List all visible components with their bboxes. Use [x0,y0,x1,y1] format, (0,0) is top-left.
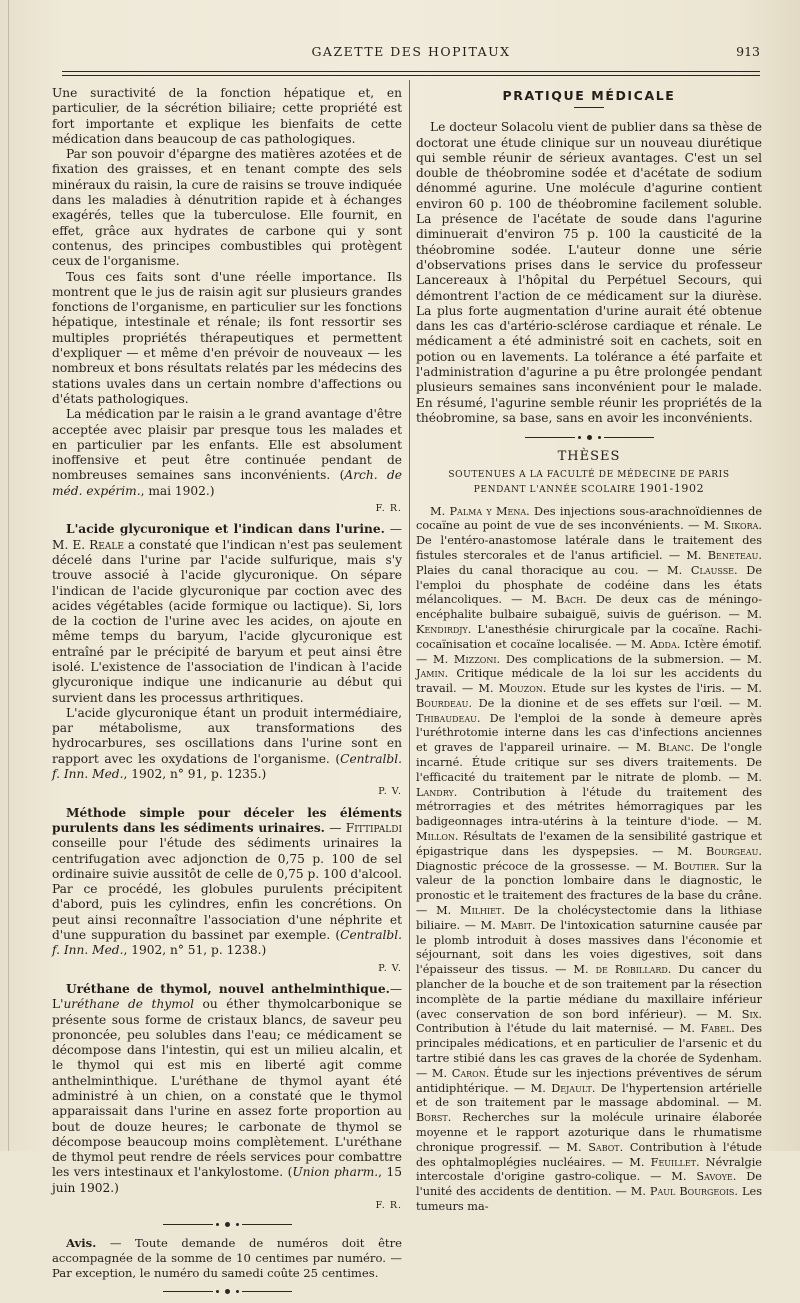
thesis-title: . Contribution à l'étude du lait maternisé. — [416,1007,762,1036]
thesis-title: . Étude sur les injections préventives de sérum antidiphtérique. — [416,1066,762,1095]
ornament-line [242,1224,292,1225]
theses-subtitle-line: SOUTENUES A LA FACULTÉ DE MÉDECINE DE PARIS [448,469,730,480]
thesis-prefix: M. [667,563,691,577]
article-dash: — [324,820,346,835]
thesis-author: Jamin [416,667,445,681]
article-title: Uréthane de thymol, nouvel anthelminthique. [66,981,390,996]
thesis-prefix: M. [746,652,763,666]
thesis-title: . De deux cas de méningo-encéphalite bulbaire subaiguë, suivis de guérison. — [416,593,763,622]
article-title: L'acide glycuronique et l'indican dans l'urine. [66,522,385,537]
thesis-author: Paul Bourgeois [649,1185,735,1199]
thesis-title: . Recherches sur la molécule urinaire élaborée moyenne et le rapport azoturique dans le rhumatisme chronique progressif. — [416,1111,762,1154]
thesis-title: . Contribution à l'étude des ophtalmoplégies nucléaires. — [416,1140,762,1169]
notice-text: — Toute demande de numéros doit être accompagnée de la somme de 10 centimes par numéro. — Par exception, le numéro du samedi coûte 25 centimes. [52,1236,402,1280]
thesis-author: Bourgeau [706,844,759,858]
thesis-prefix: M. [433,652,454,666]
paragraph: Le docteur Solacolu vient de publier dans sa thèse de doctorat une étude clinique sur un nouveau diurétique qui semble réunir de sérieux avantages. C'est un sel double de théobromine sodée et d'acétate de sodium dénommé agurine. Une molécule d'agurine contient environ 60 p. 100 de théobromine facilement soluble. La présence de l'acétate de soude dans l'agurine diminuerait d'environ 75 p. 100 la causticité de la théobromine sodée. L'auteur donne une série d'observations prises dans le service du professeur Lancereaux à l'hôpital du Perpétuel Secours, qui démontrent l'action de ce médicament sur la diurèse. La plus forte augmentation d'urine aurait été obtenue dans les cas d'artério-sclérose cardiaque et rénale. Le médicament a été administré soit en cachets, soit en potion ou en lavements. La tolérance a été parfaite et l'administration d'agurine a pu être prolongée pendant plusieurs semaines sans inconvénient pour le malade. En résumé, l'agurine semble réunir les propriétés de la théobromine, sa base, sans en avoir les inconvénients. [416,120,762,425]
ornament-dot [216,1290,219,1293]
thesis-title: . Des complications de la submersion. — [496,652,747,666]
thesis-author: Feuillet [650,1155,696,1169]
ornament-line [163,1224,213,1225]
paragraph-text: conseille pour l'étude des sédiments urinaires la centrifugation avec adjonction de 0,75 p. 100 de sel ordinaire suivie aussitôt de celle de 0,75 p. 100 d'alcool. Par ce procédé, les globules purulents précipitent d'abord, puis les cylindres, enfin les concrétions. On peut ainsi reconnaître l'association d'une néphrite et d'une suppuration du bassinet par exemple. ( [52,836,402,943]
thesis-title: . De la dionine et de ses effets sur l'œil. — [468,696,747,710]
article-dash: —L' [52,981,402,1012]
thesis-author: Landry [416,785,454,799]
thesis-author: Caron [451,1066,486,1080]
ornament-dot [587,435,592,440]
thesis-title: . Diagnostic précoce de la grossesse. — [416,844,762,873]
thesis-title: . De la cholécystectomie dans la lithiase biliaire. — [416,904,763,932]
thesis-author: Kendirdjy [416,622,468,636]
thesis-prefix: M. [635,741,658,755]
thesis-author: Sikora [723,519,759,533]
thesis-title: . De l'unité des accidents de dentition. — [416,1170,762,1199]
thesis-title: . Des injections sous-arachnoïdiennes de cocaïne au point de vue de ses inconvénients. — [416,504,763,533]
source-citation: Centralbl. f. Inn. Med. [52,751,402,782]
ornament-dot [216,1223,219,1226]
thesis-author: Thibaudeau [416,711,477,725]
thesis-author: Sabot [588,1140,620,1154]
thesis-author: Blanc [657,741,691,755]
paragraph [52,706,402,782]
ornament-dot [225,1222,230,1227]
thesis-author: Borst [416,1111,448,1125]
column-divider [409,80,410,1120]
thesis-title: . De l'emploi du phosphate de codéine dans les états mélancoliques. — [416,563,763,607]
thesis-author: Millon [416,830,455,844]
right-column [416,86,762,1215]
notice-label: Avis. [66,1236,97,1251]
thesis-author: Bach [555,593,584,607]
citation-date: , 1902, n° 51, p. 1238.) [123,943,267,958]
thesis-title: . De l'hypertension artérielle et de son traitement par le massage abdominal. — [416,1081,763,1110]
thesis-author: Bourdeau [416,696,469,710]
article-paragraph [52,522,402,706]
theses-subtitle-text: PENDANT L'ANNÉE SCOLAIRE [473,484,636,495]
page-header [62,44,760,66]
notice-paragraph [52,1236,402,1280]
paragraph: Tous ces faits sont d'une réelle importance. Ils montrent que le jus de raisin agit sur plusieurs grandes fonctions de l'organisme, en particulier sur les fonctions hépatique, intestinale et rénale; ils font ressortir ses multiples propriétés thérapeutiques et permettent d'expliquer — et même d'en prévoir de nouveaux — les nombreux et bons résultats relatés par les médecins des stations uvales dans un certain nombre d'affections ou d'états pathologiques. [52,269,402,406]
thesis-prefix: M. [677,844,707,858]
thesis-prefix: M. [703,519,724,533]
paragraph [52,407,402,499]
source-citation: Centralbl. f. Inn. Med. [52,928,402,958]
thesis-author: Six [741,1007,759,1021]
thesis-author: Fabel [700,1022,732,1036]
thesis-author: Mouzon [498,682,543,696]
source-citation: Union pharm. [292,1165,379,1180]
thesis-author: de Robillard [595,963,668,977]
paragraph: Une suractivité de la fonction hépatique et, en particulier, de la sécrétion biliaire; cette propriété est fort importante et explique les bienfaits de cette médication dans beaucoup de cas pathologiques. [52,86,402,146]
thesis-author: Clausse [690,563,735,577]
thesis-author: Palma y Mena [449,504,527,518]
article-paragraph [52,982,402,1196]
thesis-title: . Névralgie intercostale d'origine gastro-colique. — [416,1155,762,1184]
page-binding-edge [8,0,9,1151]
theses-year: 1901-1902 [639,481,705,495]
citation-date: , mai 1902.) [140,483,215,498]
source-citation: Arch. de méd. expérim. [52,468,402,498]
author-initials: F. R. [375,503,402,515]
thesis-title: . De l'ongle incarné. Étude critique sur ses divers traitements. De l'efficacité du traitement par le nitrate de plomb. — [416,741,763,784]
paragraph: Par son pouvoir d'épargne des matières azotées et de fixation des graisses, et en tenant compte des sels minéraux du raisin, la cure de raisins se trouve indiquée dans les maladies à dénutrition rapide et à échanges exagérés, telles que la tuberculose. Elle fournit, en effet, grâce aux hydrates de carbone qui y sont contenus, des principes combustibles qui protègent ceux de l'organisme. [52,147,402,269]
theses-list [416,505,762,1215]
thesis-prefix: M. [478,682,499,696]
left-column [52,86,402,1303]
paragraph-text: a constaté que l'indican n'est pas seulement décelé dans l'urine par l'acide sulfurique, mais s'y trouve associé à l'acide glycuronique. On sépare l'indican de l'acide glycuronique par coction avec des acides végétables (acide formique ou lactique). Si, lors de la coction de l'urine avec les acides, on ajoute en même temps du baryum, l'acide glycuronique est entraîné par le précipité de baryum et peut ainsi être isolé. L'existence de l'association de l'indican à l'acide glycuronique indique une indicanurie au début qui survient dans les processus arthritiques. [52,537,402,705]
thesis-prefix: M. [671,1170,697,1184]
thesis-author: Boutier [673,859,716,873]
thesis-prefix: M. [686,548,708,562]
paragraph-text: ou éther thymolcarbonique se présente sous forme de cristaux blancs, de saveur peu prononcée, peu solubles dans l'eau; ce médicament se décompose dans l'intestin, qui est un milieu alcalin, et le thymol qui est mis en liberté agit comme anthelminthique. L'uréthane de thymol ayant été administré à un chien, on a constaté que le thymol apparaissait dans l'urine en assez forte proportion au bout de douze heures; le carbonate de thymol se décompose beaucoup moins complètement. L'uréthane de thymol peut rendre de réels services pour combattre les vers intestinaux et l'ankylostome. ( [52,997,402,1180]
theses-subtitle-line [416,482,762,497]
thesis-author: Savoye [696,1170,733,1184]
citation-date: , 15 juin 1902.) [52,1165,402,1195]
italic-term: uréthane de thymol [63,997,194,1012]
thesis-prefix: M. [566,1140,589,1154]
thesis-title: . L'anesthésie chirurgicale par la cocaïne. Rachi-cocaïnisation et cocaïne localisée. — [416,622,762,651]
ornament-dot [236,1290,239,1293]
section-rule [574,107,604,108]
paragraph-text: L'acide glycuronique étant un produit intermédiaire, par métabolisme, aux transformations des hydrocarbures, ses oscillations dans l'urine sont en rapport avec les oxydations de l'organisme. ( [52,705,402,766]
paragraph-text: La médication par le raisin a le grand avantage d'être acceptée avec plaisir par presque tous les malades et en particulier par les enfants. Elle est absolument inoffensive et peut être continuée pendant de nombreuses semaines sans inconvénients. ( [52,407,402,483]
section-title: PRATIQUE MÉDICALE [502,88,676,103]
thesis-prefix: M. [431,1066,452,1080]
thesis-prefix: M. [717,1007,742,1021]
thesis-author: Beneteau [707,548,759,562]
thesis-prefix: M. [746,608,762,622]
thesis-prefix: M. [573,963,596,977]
article-title: Méthode simple pour déceler les éléments purulents dans les sédiments urinaires. [52,805,402,835]
header-rule-thin [62,75,760,76]
thesis-title: . De l'intoxication saturnine causée par le plomb introduit à doses massives dans l'économie et séjournant, soit dans les voies digestives, soit dans l'épaisseur des tissus. — [416,918,763,977]
thesis-prefix: M. [430,504,450,518]
thesis-prefix: M. [630,637,650,651]
header-rule [62,71,760,72]
thesis-prefix: M. [652,859,674,873]
thesis-title: . Etude sur les kystes de l'iris. — [542,682,747,696]
ornament-dot [236,1223,239,1226]
page-number: 913 [736,44,760,59]
thesis-author: Dejault [551,1081,592,1095]
citation-date: , 1902, n° 91, p. 1235.) [123,767,267,782]
thesis-title: . Du cancer du plancher de la bouche et de son traitement par la résection incomplète de la partie médiane du maxillaire inférieur (avec conservation de son bord inférieur). — [416,963,763,1021]
ornament-line [242,1291,292,1292]
thesis-prefix: M. [746,696,762,710]
thesis-prefix: M. [530,1081,552,1095]
thesis-prefix: M. [746,1096,762,1110]
thesis-prefix: M. [480,918,501,932]
ornament-line [604,437,654,438]
author-name: Fittipaldi [345,820,403,835]
thesis-prefix: M. [746,815,762,829]
thesis-author: Mizzoni [453,652,497,666]
thesis-title: . De l'emploi de la sonde à demeure après l'uréthrotomie interne dans les cas d'infections anciennes et graves de l'appareil urinaire. — [416,711,762,755]
thesis-prefix: M. [630,1185,650,1199]
thesis-author: Adda [649,637,677,651]
author-initials: F. R. [375,1200,402,1212]
ornament-dot [598,436,601,439]
theses-title: THÈSES [557,449,621,465]
thesis-prefix: M. [629,1155,651,1169]
running-title: GAZETTE DES HOPITAUX [311,44,511,59]
ornament-dot [578,436,581,439]
author-initials: P. V. [378,786,402,798]
thesis-title: . Résultats de l'examen de la sensibilité gastrique et épigastrique dans les dyspepsies. — [416,830,762,858]
article-dash: — M. E. [52,522,402,552]
ornament-line [163,1291,213,1292]
ornament-separator [52,1289,402,1294]
thesis-title: . Des principales médications, et en particulier de l'arsenic et du tartre stibié dans les cas graves de la chorée de Sydenham. — [416,1022,762,1080]
thesis-author: Milhiet [460,904,502,918]
author-name: Reale [89,537,124,552]
thesis-prefix: M. [531,593,556,607]
thesis-prefix: M. [746,770,762,784]
author-initials: P. V. [378,962,402,974]
thesis-title: . Sur la valeur de la ponction lombaire dans le diagnostic, le pronostic et le traitement des fractures de la base du crâne. — [416,859,762,918]
thesis-prefix: M. [436,904,460,918]
thesis-prefix: M. [679,1022,701,1036]
article-paragraph [52,806,402,959]
ornament-separator [416,435,762,440]
thesis-prefix: M. [746,682,763,696]
thesis-title: . De l'entéro-anastomose latérale dans le traitement des fistules stercorales et de l'anus artificiel. — [416,519,763,562]
ornament-line [525,437,575,438]
thesis-title: . Contribution à l'étude du traitement des métrorragies et des métrites hémorragiques par les badigeonnages intra-utérins à la teinture d'iode. — [416,785,762,829]
thesis-title: . Plaies du canal thoracique au cou. — [416,548,763,577]
ornament-dot [225,1289,230,1294]
theses-subtitle [416,469,762,497]
ornament-separator [52,1222,402,1227]
thesis-title: . Ictère émotif. — [416,637,762,666]
thesis-title: . Les tumeurs ma- [416,1185,762,1213]
thesis-title: . Critique médicale de la loi sur les accidents du travail. — [416,667,762,696]
thesis-author: Mabit [500,918,533,932]
